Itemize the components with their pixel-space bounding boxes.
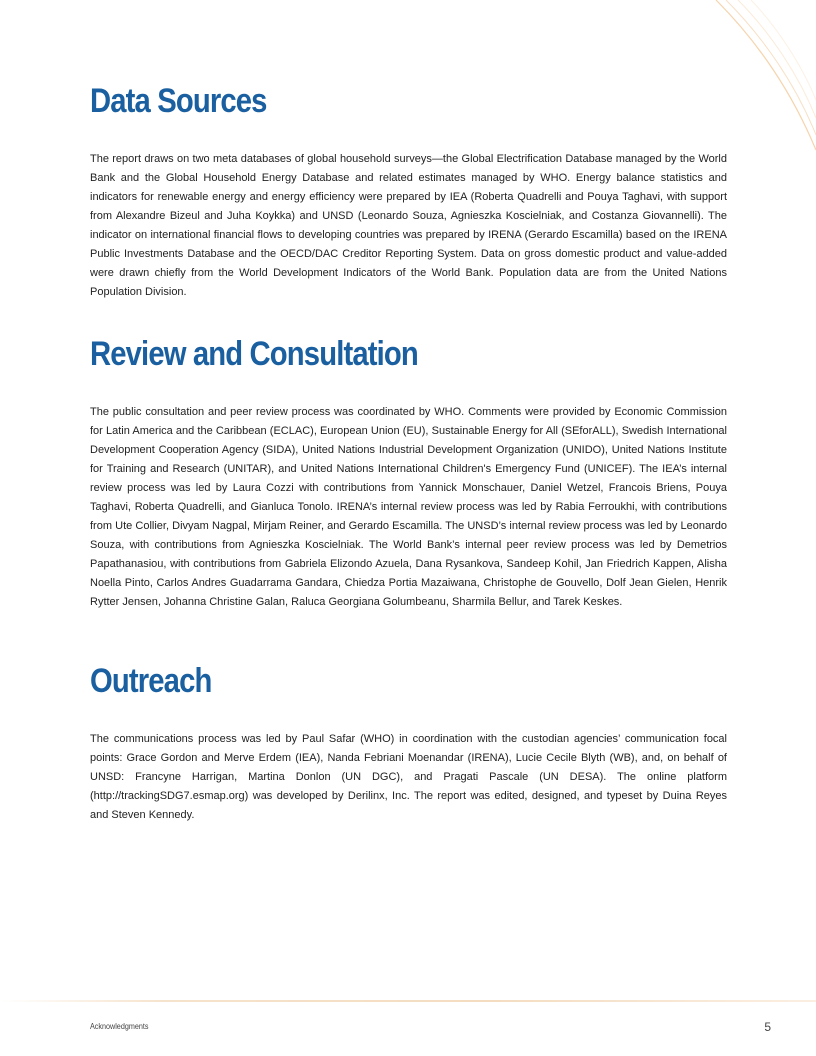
- footer-divider: [0, 1000, 816, 1002]
- section-body-outreach: The communications process was led by Paul Safar (WHO) in coordination with the custodian agencies’ communication focal points: Grace Gordon and Merve Erdem (IEA), Nanda Febriani Moenandar (IRENA), Lucie Cecile Blyth (WB), and, on behalf of UNSD: Francyne Harrigan, Martina Donlon (UN DGC), and Pragati Pascale (UN DESA). The online platform (http://trackingSDG7.esmap.org) was developed by Derilinx, Inc. The report was edited, designed, and typeset by Duina Reyes and Steven Kennedy.: [90, 733, 727, 821]
- footer-section-label: Acknowledgments: [90, 1022, 149, 1031]
- section-heading-data-sources: Data Sources: [90, 82, 267, 120]
- section-heading-review: Review and Consultation: [90, 335, 418, 373]
- page-number: 5: [764, 1020, 771, 1034]
- section-heading-outreach: Outreach: [90, 662, 212, 700]
- section-body-data-sources: The report draws on two meta databases of global household surveys—the Global Electrification Database managed by the World Bank and the Global Household Energy Database and related estimates managed by WHO. Energy balance statistics and indicators for renewable energy and energy efficiency were prepared by IEA (Roberta Quadrelli and Pouya Taghavi, with support from Alexandre Bizeul and Juha Koykka) and UNSD (Leonardo Souza, Agnieszka Koscielniak, and Costanza Giovannelli). The indicator on international financial flows to developing countries was prepared by IRENA (Gerardo Escamilla) based on the IRENA Public Investments Database and the OECD/DAC Creditor Reporting System. Data on gross domestic product and value-added were drawn chiefly from the World Development Indicators of the World Bank. Population data are from the United Nations Population Division.: [90, 153, 727, 298]
- section-body-review: The public consultation and peer review process was coordinated by WHO. Comments were provided by Economic Commission for Latin America and the Caribbean (ECLAC), European Union (EU), Sustainable Energy for All (SEforALL), Swedish International Development Cooperation Agency (SIDA), United Nations Industrial Development Organization (UNIDO), United Nations Institute for Training and Research (UNITAR), and United Nations International Children's Emergency Fund (UNICEF). The IEA’s internal review process was led by Laura Cozzi with contributions from Yannick Monschauer, Daniel Wetzel, Francois Briens, Pouya Taghavi, Roberta Quadrelli, and Gianluca Tonolo. IRENA’s internal review process was led by Rabia Ferroukhi, with contributions from Ute Collier, Divyam Nagpal, Mirjam Reiner, and Gerardo Escamilla. The UNSD’s internal review process was led by Leonardo Souza, with contributions from Agnieszka Koscielniak. The World Bank’s internal peer review process was led by Demetrios Papathanasiou, with contributions from Gabriela Elizondo Azuela, Dana Rysankova, Sandeep Kohil, Jan Friedrich Kappen, Alisha Noella Pinto, Carlos Andres Guadarrama Gandara, Chiedza Portia Mazaiwana, Christophe de Gouvello, Dolf Jean Gielen, Henrik Rytter Jensen, Johanna Christine Galan, Raluca Georgiana Golumbeanu, Sharmila Bellur, and Tarek Keskes.: [90, 406, 727, 608]
- decorative-curves: [696, 0, 816, 160]
